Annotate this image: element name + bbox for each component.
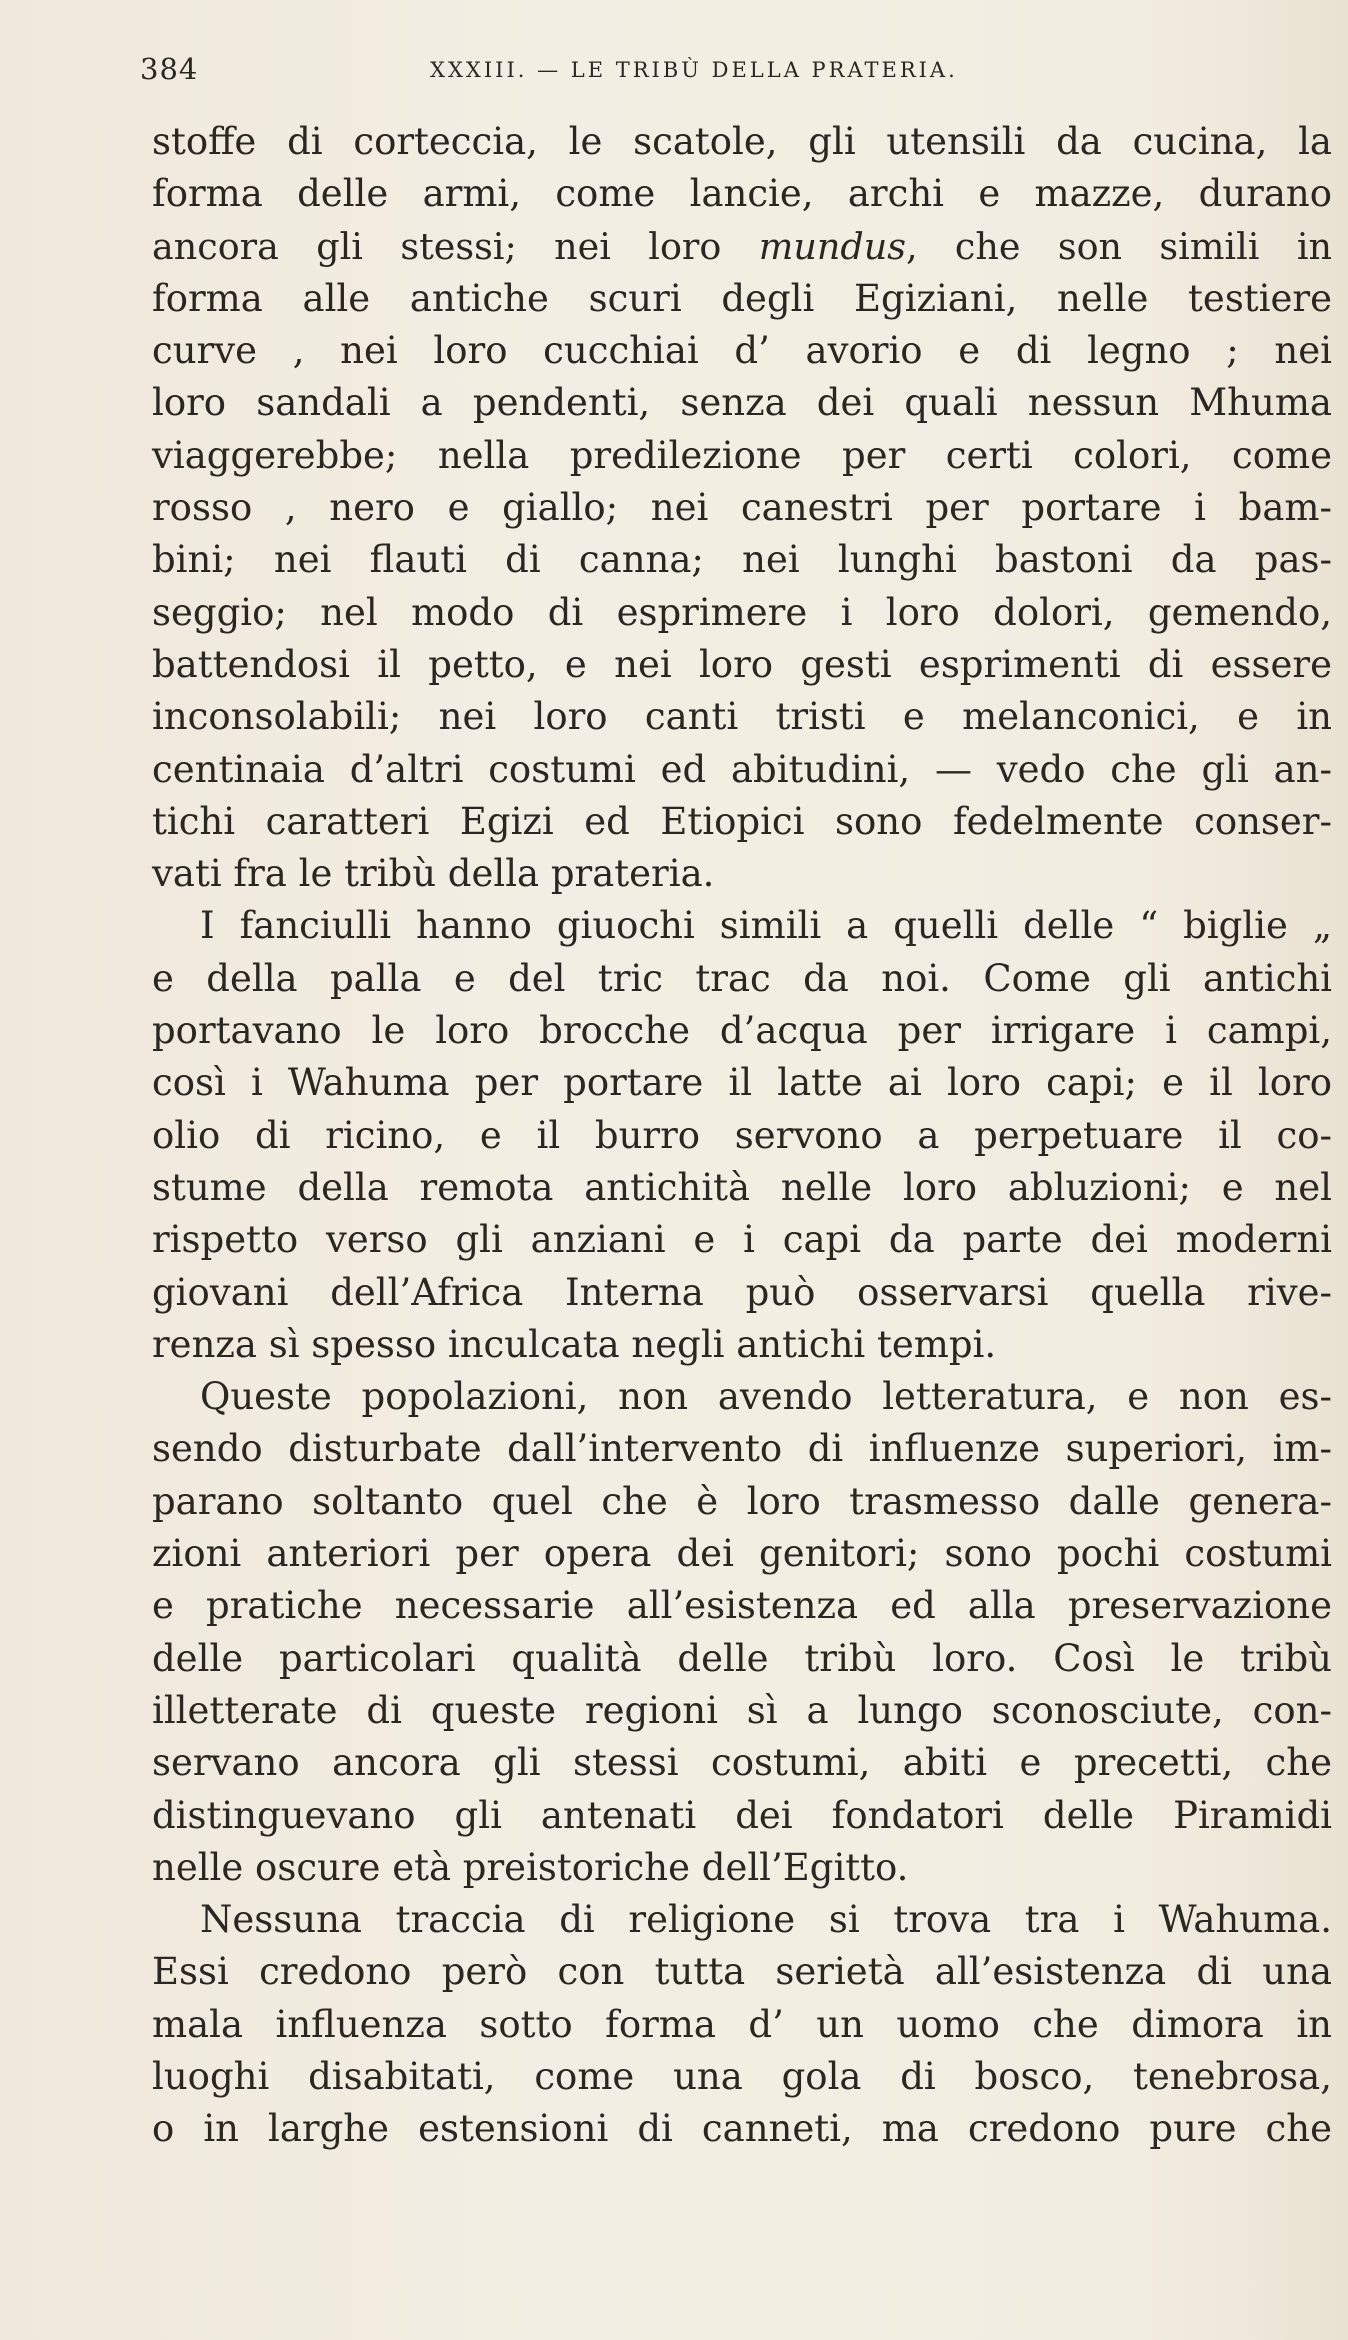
text-span: nelle oscure età preistoriche dell’Egitto. [152,1845,909,1889]
page-number: 384 [140,52,199,86]
text-span: curve , nei loro cucchiai d’ avorio e di legno ; nei [152,329,1332,373]
text-span: battendosi il petto, e nei loro gesti esprimenti di essere [152,642,1332,686]
text-line [152,691,1332,743]
text-span: seggio; nel modo di esprimere i loro dolori, gemendo, [152,590,1332,634]
text-line [152,1685,1332,1737]
text-line [152,639,1332,691]
text-line [152,1005,1332,1057]
text-line [152,1894,1332,1946]
text-span: giovani dell’Africa Interna può osservarsi quella rive- [152,1270,1332,1314]
text-line [152,1110,1332,1162]
text-span: forma delle armi, come lancie, archi e mazze, durano [152,172,1332,216]
text-span: zioni anteriori per opera dei genitori; sono pochi costumi [152,1532,1332,1576]
text-line [152,377,1332,429]
text-span: servano ancora gli stessi costumi, abiti e precetti, che [152,1741,1332,1785]
text-span: così i Wahuma per portare il latte ai loro capi; e il loro [152,1061,1332,1105]
text-span: e pratiche necessarie all’esistenza ed alla preservazione [152,1584,1332,1628]
text-span: Nessuna traccia di religione si trova tra i Wahuma. [200,1898,1332,1942]
page-header [140,52,1320,92]
text-line [152,482,1332,534]
text-span: e della palla e del tric trac da noi. Come gli antichi [152,956,1332,1000]
text-span: ancora gli stessi; nei loro [152,224,759,268]
text-span: inconsolabili; nei loro canti tristi e melanconici, e in [152,695,1332,739]
text-span: parano soltanto quel che è loro trasmesso dalle genera- [152,1479,1332,1523]
text-line [152,1476,1332,1528]
text-span: rosso , nero e giallo; nei canestri per portare i bam- [152,486,1332,530]
text-line [152,1633,1332,1685]
text-line [152,953,1332,1005]
text-span: rispetto verso gli anziani e i capi da parte dei moderni [152,1218,1332,1262]
text-span: portavano le loro brocche d’acqua per irrigare i campi, [152,1009,1332,1053]
text-span: renza sì spesso inculcata negli antichi tempi. [152,1322,997,1366]
text-line [152,1946,1332,1998]
text-span: Queste popolazioni, non avendo letteratura, e non es- [200,1375,1332,1419]
text-line [152,796,1332,848]
text-line [152,900,1332,952]
text-line [152,1528,1332,1580]
running-head: XXXIII. — LE TRIBÙ DELLA PRATERIA. [430,58,958,82]
text-line [152,1423,1332,1475]
text-span: olio di ricino, e il burro servono a perpetuare il co- [152,1113,1332,1157]
text-line [152,848,1332,900]
text-line [152,744,1332,796]
text-span: viaggerebbe; nella predilezione per certi colori, come [152,433,1332,477]
text-span: luoghi disabitati, come una gola di bosco, tenebrosa, [152,2054,1332,2098]
text-line [152,1214,1332,1266]
text-line [152,430,1332,482]
text-line [152,1580,1332,1632]
text-line [152,1790,1332,1842]
italic-word: mundus [758,224,906,268]
text-line [152,221,1332,273]
text-span: Essi credono però con tutta serietà all’esistenza di una [152,1950,1332,1994]
text-span: stume della remota antichità nelle loro abluzioni; e nel [152,1165,1332,1209]
text-span: forma alle antiche scuri degli Egiziani, nelle testiere [152,276,1332,320]
text-line [152,1842,1332,1894]
text-line [152,1267,1332,1319]
text-line [152,2051,1332,2103]
text-span: mala influenza sotto forma d’ un uomo che dimora in [152,2002,1332,2046]
text-line [152,587,1332,639]
text-line [152,1162,1332,1214]
text-span: vati fra le tribù della prateria. [152,852,715,896]
text-line [152,325,1332,377]
text-span: o in larghe estensioni di canneti, ma credono pure che [152,2107,1332,2151]
text-span: bini; nei flauti di canna; nei lunghi bastoni da pas- [152,538,1332,582]
text-span: stoffe di corteccia, le scatole, gli utensili da cucina, la [152,120,1332,163]
text-line [152,1371,1332,1423]
text-span: loro sandali a pendenti, senza dei quali nessun Mhuma [152,381,1332,425]
text-line [152,168,1332,220]
text-span: centinaia d’altri costumi ed abitudini, — vedo che gli an- [152,747,1332,791]
text-line [152,1999,1332,2051]
text-span: illetterate di queste regioni sì a lungo sconosciute, con- [152,1688,1332,1732]
text-span: , che son simili in [905,224,1332,268]
text-line [152,116,1332,168]
text-line [152,1737,1332,1789]
text-line [152,1057,1332,1109]
text-span: delle particolari qualità delle tribù loro. Così le tribù [152,1636,1332,1680]
text-span: tichi caratteri Egizi ed Etiopici sono fedelmente conser- [152,799,1332,843]
text-line [152,273,1332,325]
text-line [152,1319,1332,1371]
text-span: I fanciulli hanno giuochi simili a quelli delle “ biglie „ [200,904,1332,948]
body-text [152,116,1332,2156]
text-line [152,2103,1332,2155]
text-span: distinguevano gli antenati dei fondatori delle Piramidi [152,1793,1332,1837]
text-span: sendo disturbate dall’intervento di influenze superiori, im- [152,1427,1332,1471]
text-line [152,534,1332,586]
